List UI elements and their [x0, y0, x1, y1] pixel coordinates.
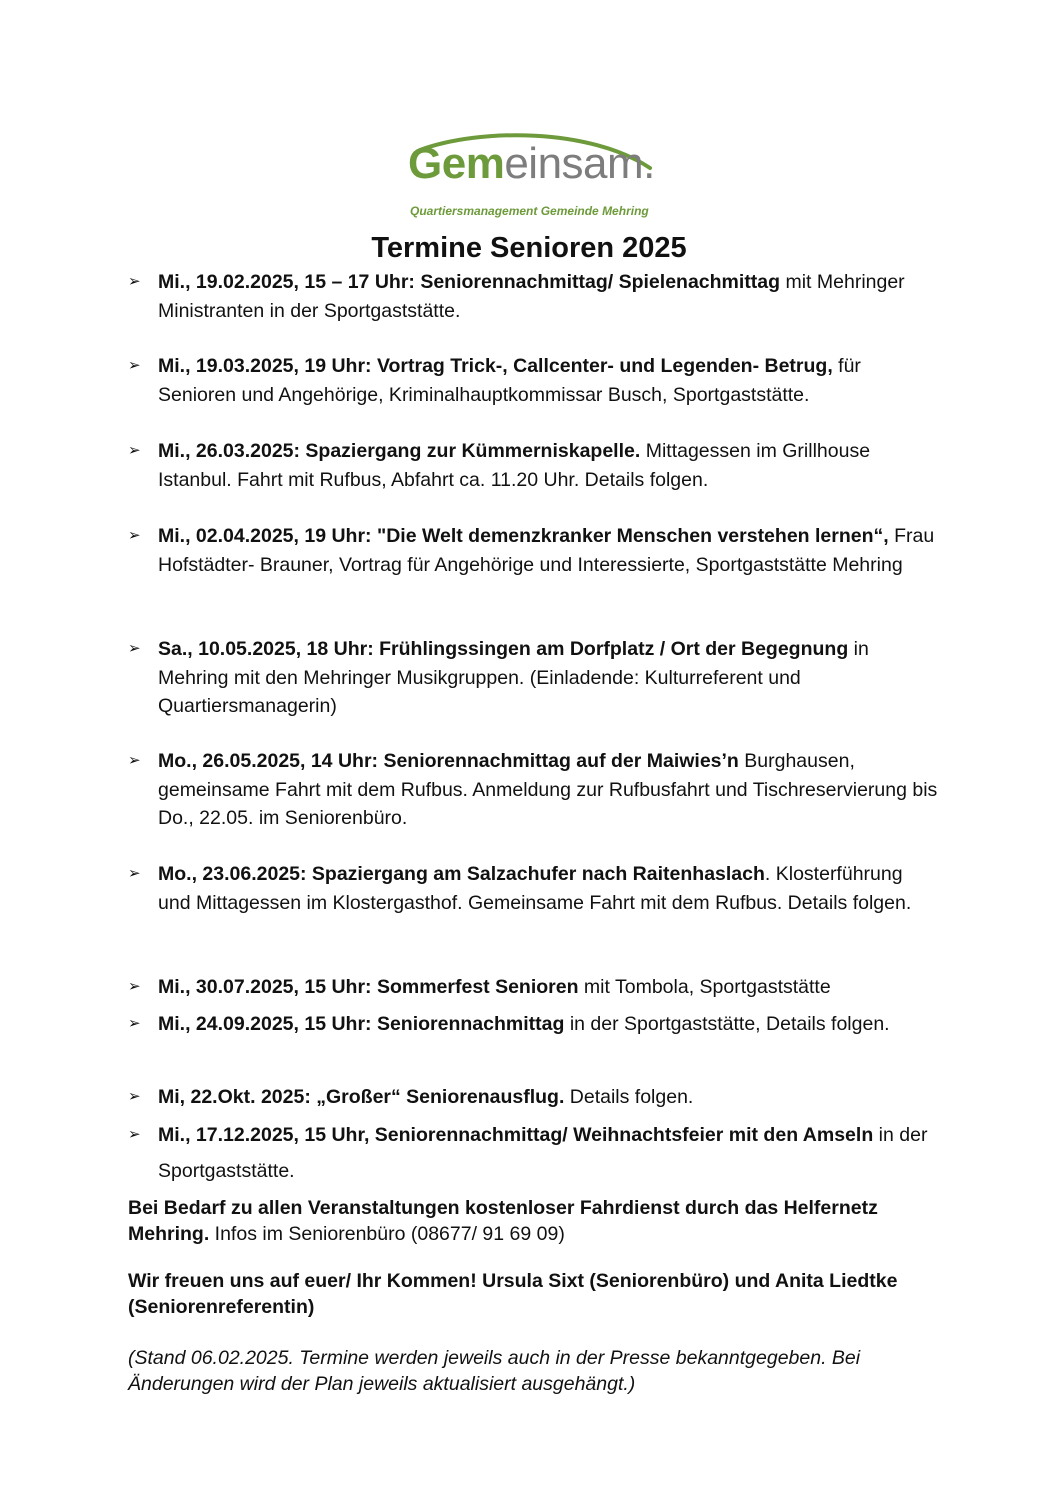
entry-title: Mi., 19.03.2025, 19 Uhr: Vortrag Trick-, Callcenter- und Legenden- Betrug,: [158, 355, 833, 377]
arrow-bullet-icon: ➢: [128, 752, 141, 769]
entry-title: Mi, 22.Okt. 2025: „Großer“ Seniorenausflug.: [158, 1086, 565, 1108]
arrow-bullet-icon: ➢: [128, 1015, 141, 1032]
logo: [400, 128, 670, 224]
entry-text: Burghausen, gemeinsame Fahrt mit dem Rufbus. Anmeldung zur Rufbusfahrt und Tischreservierung bis Do., 22.05. im Seniorenbüro.: [158, 750, 938, 829]
page-title: Termine Senioren 2025: [371, 232, 687, 264]
logo-subtitle: Quartiersmanagement Gemeinde Mehring: [410, 204, 649, 218]
entry-text: in der Sportgaststätte, Details folgen.: [564, 1013, 890, 1035]
list-item: [128, 268, 938, 325]
status-note: (Stand 06.02.2025. Termine werden jeweils auch in der Presse bekanntgegeben. Bei Änderungen wird der Plan jeweils aktualisiert ausgehängt.): [128, 1347, 861, 1395]
entry-text: Mittagessen im Grillhouse Istanbul. Fahrt mit Rufbus, Abfahrt ca. 11.20 Uhr. Details folgen.: [158, 440, 871, 491]
entry-title: Mi., 17.12.2025, 15 Uhr, Seniorennachmittag/ Weihnachtsfeier mit den Amseln: [158, 1124, 874, 1146]
logo-wordmark: [408, 136, 655, 192]
arrow-bullet-icon: ➢: [128, 640, 141, 657]
arrow-bullet-icon: ➢: [128, 357, 141, 374]
logo-word-rest: einsam.: [504, 139, 655, 188]
list-item: [128, 860, 938, 917]
arrow-bullet-icon: ➢: [128, 527, 141, 544]
entry-title: Mo., 26.05.2025, 14 Uhr: Seniorennachmittag auf der Maiwies’n: [158, 750, 739, 772]
list-item: [128, 352, 938, 409]
list-item: [128, 522, 938, 579]
arrow-bullet-icon: ➢: [128, 1088, 141, 1105]
entry-text: . Klosterführung und Mittagessen im Klostergasthof. Gemeinsame Fahrt mit dem Rufbus. Details folgen.: [158, 863, 912, 914]
arrow-bullet-icon: ➢: [128, 865, 141, 882]
list-item: [128, 747, 938, 833]
entry-title: Mi., 26.03.2025: Spaziergang zur Kümmerniskapelle.: [158, 440, 641, 462]
entry-title: Mi., 24.09.2025, 15 Uhr: Seniorennachmittag: [158, 1013, 565, 1035]
list-item: [128, 973, 938, 1002]
arrow-bullet-icon: ➢: [128, 273, 141, 290]
transport-bold: Bei Bedarf zu allen Veranstaltungen kostenloser Fahrdienst durch das Helfernetz Mehring.: [128, 1197, 878, 1245]
entry-text: in Mehring mit den Mehringer Musikgruppen. (Einladende: Kulturreferent und Quartiersmanagerin): [158, 638, 869, 717]
list-item: [128, 1006, 938, 1042]
entry-title: Mi., 30.07.2025, 15 Uhr: Sommerfest Senioren: [158, 976, 579, 998]
entry-text: in der Sportgaststätte.: [158, 1124, 928, 1182]
entry-title: Mi., 02.04.2025, 19 Uhr: "Die Welt demenzkranker Menschen verstehen lernen“,: [158, 525, 889, 547]
closing-text: Wir freuen uns auf euer/ Ihr Kommen! Ursula Sixt (Seniorenbüro) und Anita Liedtke (Seniorenreferentin): [128, 1270, 898, 1318]
list-item: [128, 1083, 938, 1112]
entry-title: Sa., 10.05.2025, 18 Uhr: Frühlingssingen am Dorfplatz / Ort der Begegnung: [158, 638, 849, 660]
arrow-bullet-icon: ➢: [128, 1126, 141, 1143]
entry-title: Mo., 23.06.2025: Spaziergang am Salzachufer nach Raitenhaslach: [158, 863, 765, 885]
entry-text: mit Tombola, Sportgaststätte: [578, 976, 831, 998]
entry-text: mit Mehringer Ministranten in der Sportgaststätte.: [158, 271, 905, 322]
arrow-bullet-icon: ➢: [128, 978, 141, 995]
entry-text: Details folgen.: [564, 1086, 694, 1108]
entry-title: Mi., 19.02.2025, 15 – 17 Uhr: Seniorennachmittag/ Spielenachmittag: [158, 271, 781, 293]
arrow-bullet-icon: ➢: [128, 442, 141, 459]
entry-text: Frau Hofstädter- Brauner, Vortrag für Angehörige und Interessierte, Sportgaststätte Mehring: [158, 525, 935, 576]
list-item: [128, 1117, 938, 1189]
transport-text: Infos im Seniorenbüro (08677/ 91 69 09): [209, 1223, 565, 1245]
entry-text: für Senioren und Angehörige, Kriminalhauptkommissar Busch, Sportgaststätte.: [158, 355, 861, 406]
logo-word-bold: Gem: [408, 139, 505, 188]
list-item: [128, 437, 938, 494]
list-item: [128, 635, 938, 721]
transport-info: [128, 1195, 928, 1247]
